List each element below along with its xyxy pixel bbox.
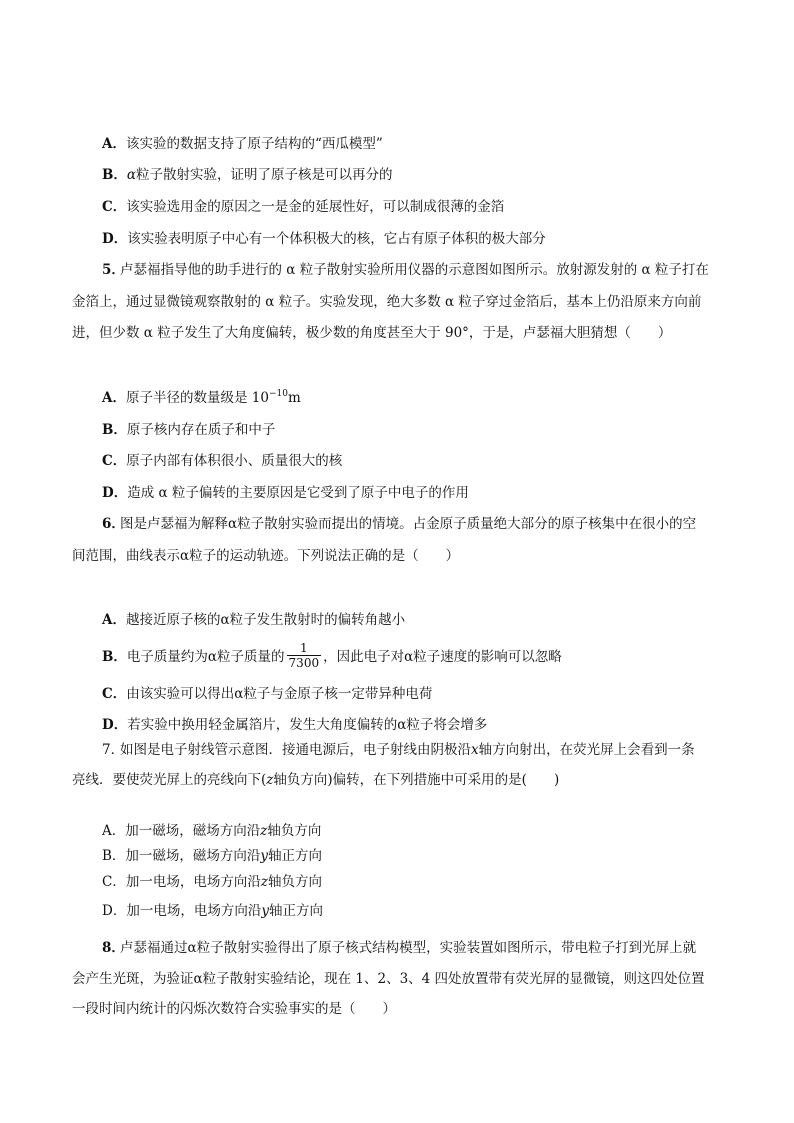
q5-option-a[interactable]: A．原子半径的数量级是 $10^{-10}m$ xyxy=(102,389,301,406)
q7-option-d[interactable]: D．加一电场，电场方向沿y轴正方向 xyxy=(102,903,323,919)
fraction: $\frac{1}{7300}$ xyxy=(288,641,320,670)
q8-stem-line-3: 一段时间内统计的闪烁次数符合实验事实的是（ ） xyxy=(72,1001,396,1017)
q8-stem-line-2: 会产生光斑，为验证α粒子散射实验结论，现在 1、2、3、4 四处放置带有荧光屏的显微镜，则这四处位置 xyxy=(72,971,705,987)
q7-stem-line-2: 亮线．要使荧光屏上的亮线向下(z轴负方向)偏转，在下列措施中可采用的是( ) xyxy=(72,772,560,788)
q6-stem-line-1: 6． 图是卢瑟福为解释α粒子散射实验而提出的情境。占金原子质量绝大部分的原子核集中在很小的空 xyxy=(102,516,697,532)
q8-stem-line-1: 8． 卢瑟福通过α粒子散射实验得出了原子核式结构模型，实验装置如图所示，带电粒子打到光屏上就 xyxy=(102,940,697,956)
q4-option-a[interactable]: A．该实验的数据支持了原子结构的“西瓜模型” xyxy=(102,136,383,152)
q7-option-c[interactable]: C．加一电场，电场方向沿z轴负方向 xyxy=(102,874,322,890)
q5-option-b[interactable]: B．原子核内存在质子和中子 xyxy=(102,422,276,438)
q5-option-c[interactable]: C．原子内部有体积很小、质量很大的核 xyxy=(102,453,343,469)
q4-option-c[interactable]: C．该实验选用金的原因之一是金的延展性好，可以制成很薄的金箔 xyxy=(102,199,505,215)
q7-option-a[interactable]: A．加一磁场，磁场方向沿z轴负方向 xyxy=(102,823,322,839)
q7-option-b[interactable]: B．加一磁场，磁场方向沿y轴正方向 xyxy=(102,848,323,864)
q5-stem-line-1: 5． 卢瑟福指导他的助手进行的 α 粒子散射实验所用仪器的示意图如图所示。放射源发射的 α 粒子打在 xyxy=(102,262,709,278)
q6-option-a[interactable]: A．越接近原子核的α粒子发生散射时的偏转角越小 xyxy=(102,612,406,628)
q4-option-b[interactable]: B．α粒子散射实验，证明了原子核是可以再分的 xyxy=(102,167,393,183)
q6-option-d[interactable]: D．若实验中换用轻金属箔片，发生大角度偏转的α粒子将会增多 xyxy=(102,717,488,733)
q7-stem-line-1: 7． 如图是电子射线管示意图．接通电源后，电子射线由阴极沿x轴方向射出，在荧光屏上会看到一条 xyxy=(102,742,695,758)
q6-stem-line-2: 间范围，曲线表示α粒子的运动轨迹。下列说法正确的是（ ） xyxy=(72,548,460,564)
q6-option-c[interactable]: C．由该实验可以得出α粒子与金原子核一定带异种电荷 xyxy=(102,686,433,702)
q5-stem-line-3: 进，但少数 α 粒子发生了大角度偏转，极少数的角度甚至大于 90°，于是，卢瑟福大胆猜想（ ） xyxy=(72,325,672,341)
q6-option-b[interactable]: B．电子质量约为α粒子质量的 $\frac{1}{7300}$ ，因此电子对α粒子速度的影响可以忽略 xyxy=(102,641,562,670)
q5-option-d[interactable]: D．造成 α 粒子偏转的主要原因是它受到了原子中电子的作用 xyxy=(102,485,469,501)
q5-stem-line-2: 金箔上，通过显微镜观察散射的 α 粒子。实验发现，绝大多数 α 粒子穿过金箔后，基本上仍沿原来方向前 xyxy=(72,294,702,310)
q4-option-d[interactable]: D．该实验表明原子中心有一个体积极大的核，它占有原子体积的极大部分 xyxy=(102,231,546,247)
